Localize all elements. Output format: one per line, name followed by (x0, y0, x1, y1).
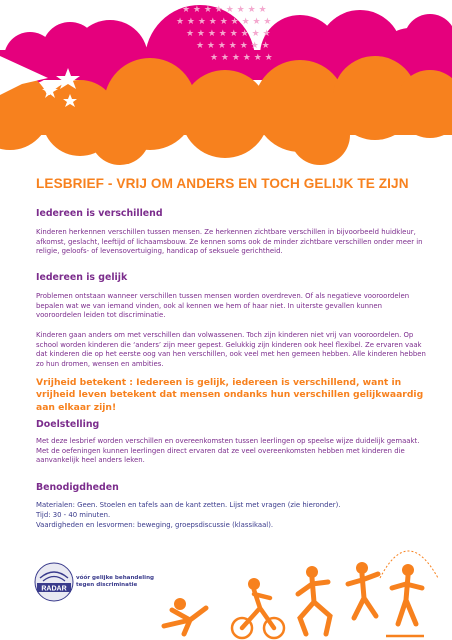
quote-vrijheid: Vrijheid betekent : Iedereen is gelijk, iedereen is verschillend, want in vrijheid leven betekent dat mensen ondanks hun verschillen gelijkwaardig aan elkaar zijn! (36, 377, 424, 413)
svg-text:★ ★ ★ ★ ★ ★ ★ ★ ★: ★ ★ ★ ★ ★ ★ ★ ★ ★ (176, 17, 272, 27)
tagline-line-2: tegen discriminatie (76, 582, 138, 588)
radar-logo (34, 562, 74, 602)
running-figure (298, 566, 330, 634)
paragraph-gelijk-1: Problemen ontstaan wanneer verschillen tussen mensen worden overdreven. Of als negatieve vooroordelen bepalen wat we van iemand vinden, ook al kennen we hem of haar niet. In uiterste gevallen kunnen vooroordelen leiden tot discriminatie. (36, 292, 410, 320)
time-line: Tijd: 30 - 40 minuten. (36, 511, 111, 519)
svg-text:★ ★ ★ ★ ★ ★ ★: ★ ★ ★ ★ ★ ★ ★ (196, 41, 270, 51)
heading-iedereen-verschillend: Iedereen is verschillend (36, 208, 163, 219)
paragraph-gelijk-2: Kinderen gaan anders om met verschillen dan volwassenen. Toch zijn kinderen niet vrij van vooroordelen. Op school worden kinderen die ‘anders’ zijn meer gepest. Gelukkig zijn kinderen ook heel flexibel. Ze ervaren vaak dat kinderen die op het eerste oog van hen verschillen, ook veel met hen gemeen hebben. Alle kinderen hebben zo hun dromen, wensen en ambities. (36, 331, 426, 368)
paragraph-verschillend: Kinderen herkennen verschillen tussen mensen. Ze herkennen zichtbare verschillen in bijvoorbeeld huidkleur, afkomst, geslacht, leeftijd of lichaamsbouw. Ze kennen soms ook de minder zichtbare verschillen onder meer in religie, geloofs- of levensovertuiging, handicap of seksuele gerichtheid. (36, 228, 423, 256)
materials-line: Materialen: Geen. Stoelen en tafels aan de kant zetten. Lijst met vragen (zie hieronder). (36, 501, 341, 509)
breakdancer-figure (164, 598, 206, 634)
logo-tagline (76, 575, 154, 589)
svg-text:★ ★ ★ ★ ★ ★: ★ ★ ★ ★ ★ ★ (210, 53, 273, 63)
skater-figure (348, 562, 378, 618)
logo-text: RADAR (41, 585, 67, 593)
svg-text:★ ★ ★ ★ ★ ★ ★ ★: ★ ★ ★ ★ ★ ★ ★ ★ (186, 29, 271, 39)
skills-line: Vaardigheden en lesvormen: beweging, groepsdiscussie (klassikaal). (36, 521, 274, 529)
cyclist-figure (232, 578, 284, 638)
header-cloud-illustration (0, 0, 452, 170)
tagline-line-1: vóór gelijke behandeling (76, 575, 155, 581)
heading-iedereen-gelijk: Iedereen is gelijk (36, 272, 128, 283)
heading-doelstelling: Doelstelling (36, 419, 100, 430)
svg-text:★ ★ ★ ★ ★ ★ ★ ★: ★ ★ ★ ★ ★ ★ ★ ★ (182, 5, 267, 15)
document-title: LESBRIEF - VRIJ OM ANDERS EN TOCH GELIJK TE ZIJN (36, 176, 409, 191)
children-silhouettes-illustration (150, 538, 452, 640)
jump-rope-figure (380, 551, 438, 636)
paragraph-doelstelling: Met deze lesbrief worden verschillen en overeenkomsten tussen leerlingen op speelse wijze duidelijk gemaakt. Met de oefeningen kunnen leerlingen direct ervaren dat ze veel overeenkomsten hebben met kinderen die aanvankelijk heel anders leken. (36, 437, 420, 465)
heading-benodigdheden: Benodigdheden (36, 482, 119, 493)
